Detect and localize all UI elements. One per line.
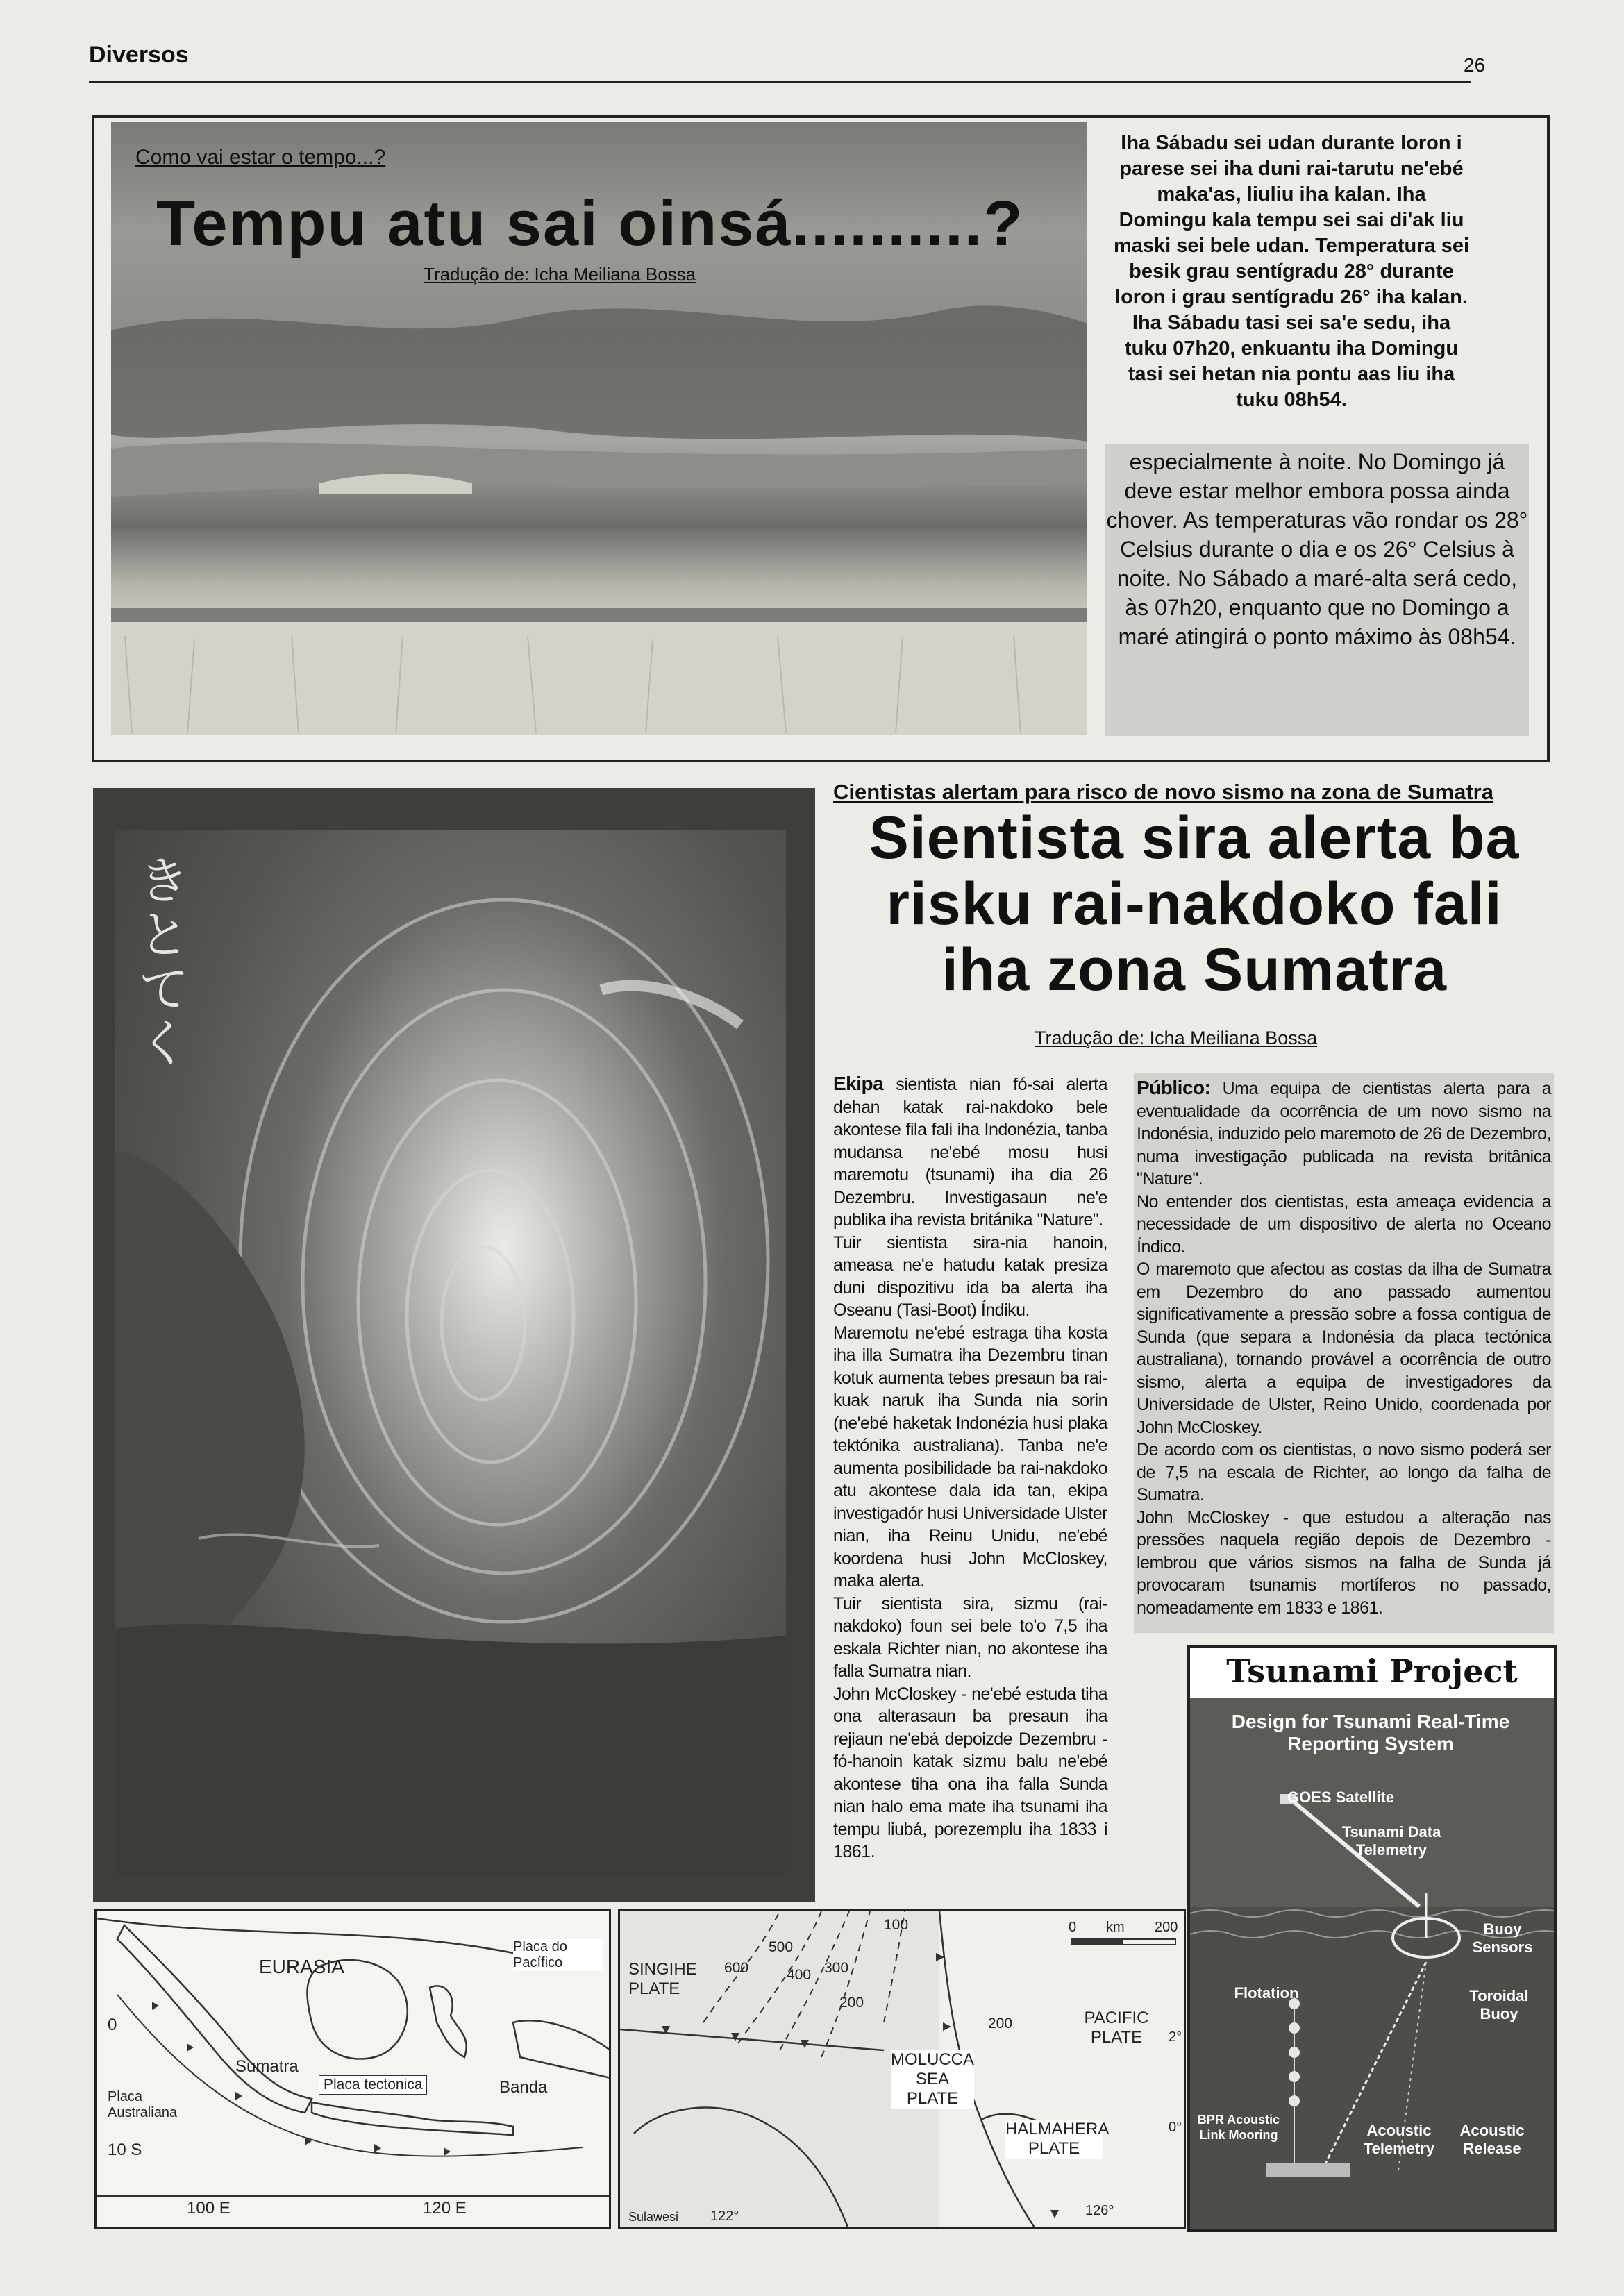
tsunami-project-title: Tsunami Project [1226,1652,1518,1690]
eurasia-label: EURASIA [259,1956,344,1977]
pt-paragraph: De acordo com os cientistas, o novo sismo poderá ser de 7,5 na escala de Richter, ao longo da falha de Sumatra. [1137,1440,1551,1505]
weather-kicker: Como vai estar o tempo...? [135,146,386,169]
deg-2-label: 2° [1169,2029,1182,2045]
contour-100-label: 100 [884,1917,909,1933]
tetum-paragraph: John McCloskey - ne'ebé estuda tiha ona alterasaun ba presaun iha rejiaun ne'ebá depoizde Dezembru - fó-hanoin katak sizmu balu ne'ebé akontese tiha ona iha falla Sunda nian halo ema mate iha tsunami iha tempu liubá, porezemplu iha 1833 i 1861. [833,1684,1107,1861]
toroidal-buoy-label: Toroidal Buoy [1469,1987,1529,2022]
section-title: Diversos [89,42,189,68]
singihe-plate-label: SINGIHE PLATE [628,1960,697,1998]
page-number: 26 [1464,54,1486,76]
contour-500-label: 500 [769,1939,794,1955]
weather-tetum-text: Iha Sábadu sei udan durante loron i parese sei iha duni rai-tarutu ne'ebé maka'as, liuliu iha kalan. Iha Domingu kala tempu sei sai di'ak liu maski sei bele udan. Temperatura sei besik grau sentígradu 28° durante loron i grau sentígradu 26° iha kalan. Iha Sábadu tasi sei sa'e sedu, iha tuku 07h20, enkuantu iha Domingu tasi sei hetan nia pontu aas liu iha tuku 08h54. [1113,132,1470,411]
sulawesi-label: Sulawesi [628,2210,679,2224]
pacifico-label: Placa do Pacífico [513,1939,603,1971]
pt-paragraph: Uma equipa de cientistas alerta para a eventualidade da ocorrência de um novo sismo na Indonésia, induzido pelo maremoto de 26 de Dezembro, numa investigação publicada na revista britânica "Nature". [1137,1079,1551,1189]
wave-photo-glyphs: きとてく [139,852,190,1073]
satellite-label: GOES Satellite [1287,1788,1395,1806]
buoy-sensors-label: Buoy Sensors [1472,1920,1533,1956]
pt-paragraph: No entender dos cientistas, esta ameaça evidencia a necessidade de um dispositivo de alerta no Oceano Índico. [1137,1191,1551,1257]
deg-122-label: 122° [710,2209,739,2224]
pt-lead: Público: [1137,1077,1211,1098]
contour-400-label: 400 [787,1967,812,1983]
tectonic-map-molucca [618,1909,1186,2229]
contour-200-label: 200 [839,1995,864,2011]
tsunami-diagram-title: Design for Tsunami Real-Time Reporting System [1231,1711,1510,1754]
lon-100e-label: 100 E [187,2199,231,2218]
pt-paragraph: O maremoto que afectou as costas da ilha de Sumatra em Dezembro do ano passado aumentou significativamente a pressão sobre a fossa contígua de Sunda (que separa a Indonésia da placa tectónica australiana), tornando provável a ocorrência de outro sismo, alerta a equipa de investigadores da Universidade de Ulster, Reino Unido, coordenada por John McCloskey. [1137,1259,1551,1437]
tetum-lead: Ekipa [833,1073,884,1094]
header-rule [89,81,1471,83]
portuguese-article [1134,1073,1554,1633]
contour-300-label: 300 [824,1960,849,1976]
sumatra-credit: Tradução de: Icha Meiliana Bossa [1035,1028,1318,1048]
telemetry-label: Tsunami Data Telemetry [1341,1823,1441,1859]
weather-portuguese-text: especialmente à noite. No Domingo já deve estar melhor embora possa ainda chover. As temperaturas vão rondar os 28° Celsius durante o dia e os 26° Celsius à noite. No Sábado a maré-alta será cedo, às 07h20, enquanto que no Domingo a maré atingirá o ponto máximo às 08h54. [1105,444,1529,736]
acoustic-telemetry-label: Acoustic Telemetry [1363,2122,1435,2157]
sumatra-headline: Sientista sira alerta ba risku rai-nakdoko fali iha zona Sumatra [869,805,1520,1003]
banda-label: Banda [499,2078,548,2097]
molucca-sea-plate-label: MOLUCCA SEA PLATE [891,2050,975,2108]
tetum-article [833,1073,1107,1863]
tectonic-map-indonesia [94,1909,611,2229]
acoustic-release-label: Acoustic Release [1459,2122,1525,2157]
australiana-label: Placa Australiana [108,2089,178,2120]
sumatra-label: Sumatra [235,2057,299,2076]
tetum-paragraph: Tuir sientista sira, sizmu (rai-nakdoko) foun sei bele to'o 7,5 iha eskala Richter nian, no akontese iha falla Sumatra nian. [833,1593,1107,1681]
contour-200b-label: 200 [988,2016,1013,2031]
lat-10s-label: 10 S [108,2140,142,2159]
sumatra-kicker: Cientistas alertam para risco de novo sismo na zona de Sumatra [833,780,1493,804]
mooring-label: BPR Acoustic Link Mooring [1197,2113,1280,2142]
tetum-paragraph: Maremotu ne'ebé estraga tiha kosta iha illa Sumatra iha Dezembru tinan kotuk aumenta tebes presaun ba rai-kuak naruk iha Sunda nia sorin (ne'ebé haketak Indonézia husi plaka tektónika australiana). Tanba ne'e aumenta posibilidade ba rai-nakdoko atu akontese dala ida tan, ekipa investigadór husi Universidade Ulster nian, iha Reinu Unidu, ne'ebé koordena husi John McCloskey, maka alerta. [833,1323,1107,1591]
tetum-paragraph: Tuir sientista sira-nia hanoin, ameasa ne'e hatudu katak presiza duni dispozitivu ida ba alerta iha Oseanu (Tasi-Boot) Índiku. [833,1232,1107,1320]
halmahera-plate-label: HALMAHERA PLATE [1005,2120,1110,2158]
weather-title: Tempu atu sai oinsá..........? [156,188,1024,259]
pacific-plate-label: PACIFIC PLATE [1084,2009,1149,2047]
tsunami-diagram [1190,1698,1554,2229]
lon-120e-label: 120 E [423,2199,467,2218]
wave-photo [115,830,786,1875]
deg-0-label: 0° [1169,2120,1182,2135]
wave-swirl-graphic [115,830,786,1875]
deg-126-label: 126° [1085,2203,1114,2218]
tectonica-label: Placa tectonica [319,2075,427,2095]
weather-credit: Tradução de: Icha Meiliana Bossa [424,264,696,285]
contour-600-label: 600 [724,1960,749,1976]
scale-km-label: km [1106,1920,1125,1935]
lat-0-label: 0 [108,2016,117,2034]
flotation-label: Flotation [1234,1984,1299,2002]
scale-200-label: 200 [1155,1920,1178,1935]
pt-paragraph: John McCloskey - que estudou a alteração nas pressões naquela região depois de Dezembro - lembrou que vários sismos na falha de Sunda já provocaram tsunamis mortíferos no passado, nomeadamente em 1833 e 1861. [1137,1507,1551,1618]
scale-0-label: 0 [1069,1920,1077,1935]
tetum-paragraph: sientista nian fó-sai alerta dehan katak rai-nakdoko bele akontese fila fali iha Indonézia, tanba mudansa ne'ebé mosu husi maremotu (tsunami) iha dia 26 Dezembru. Investigasaun ne'e publika iha revista británika "Nature". [833,1075,1107,1230]
